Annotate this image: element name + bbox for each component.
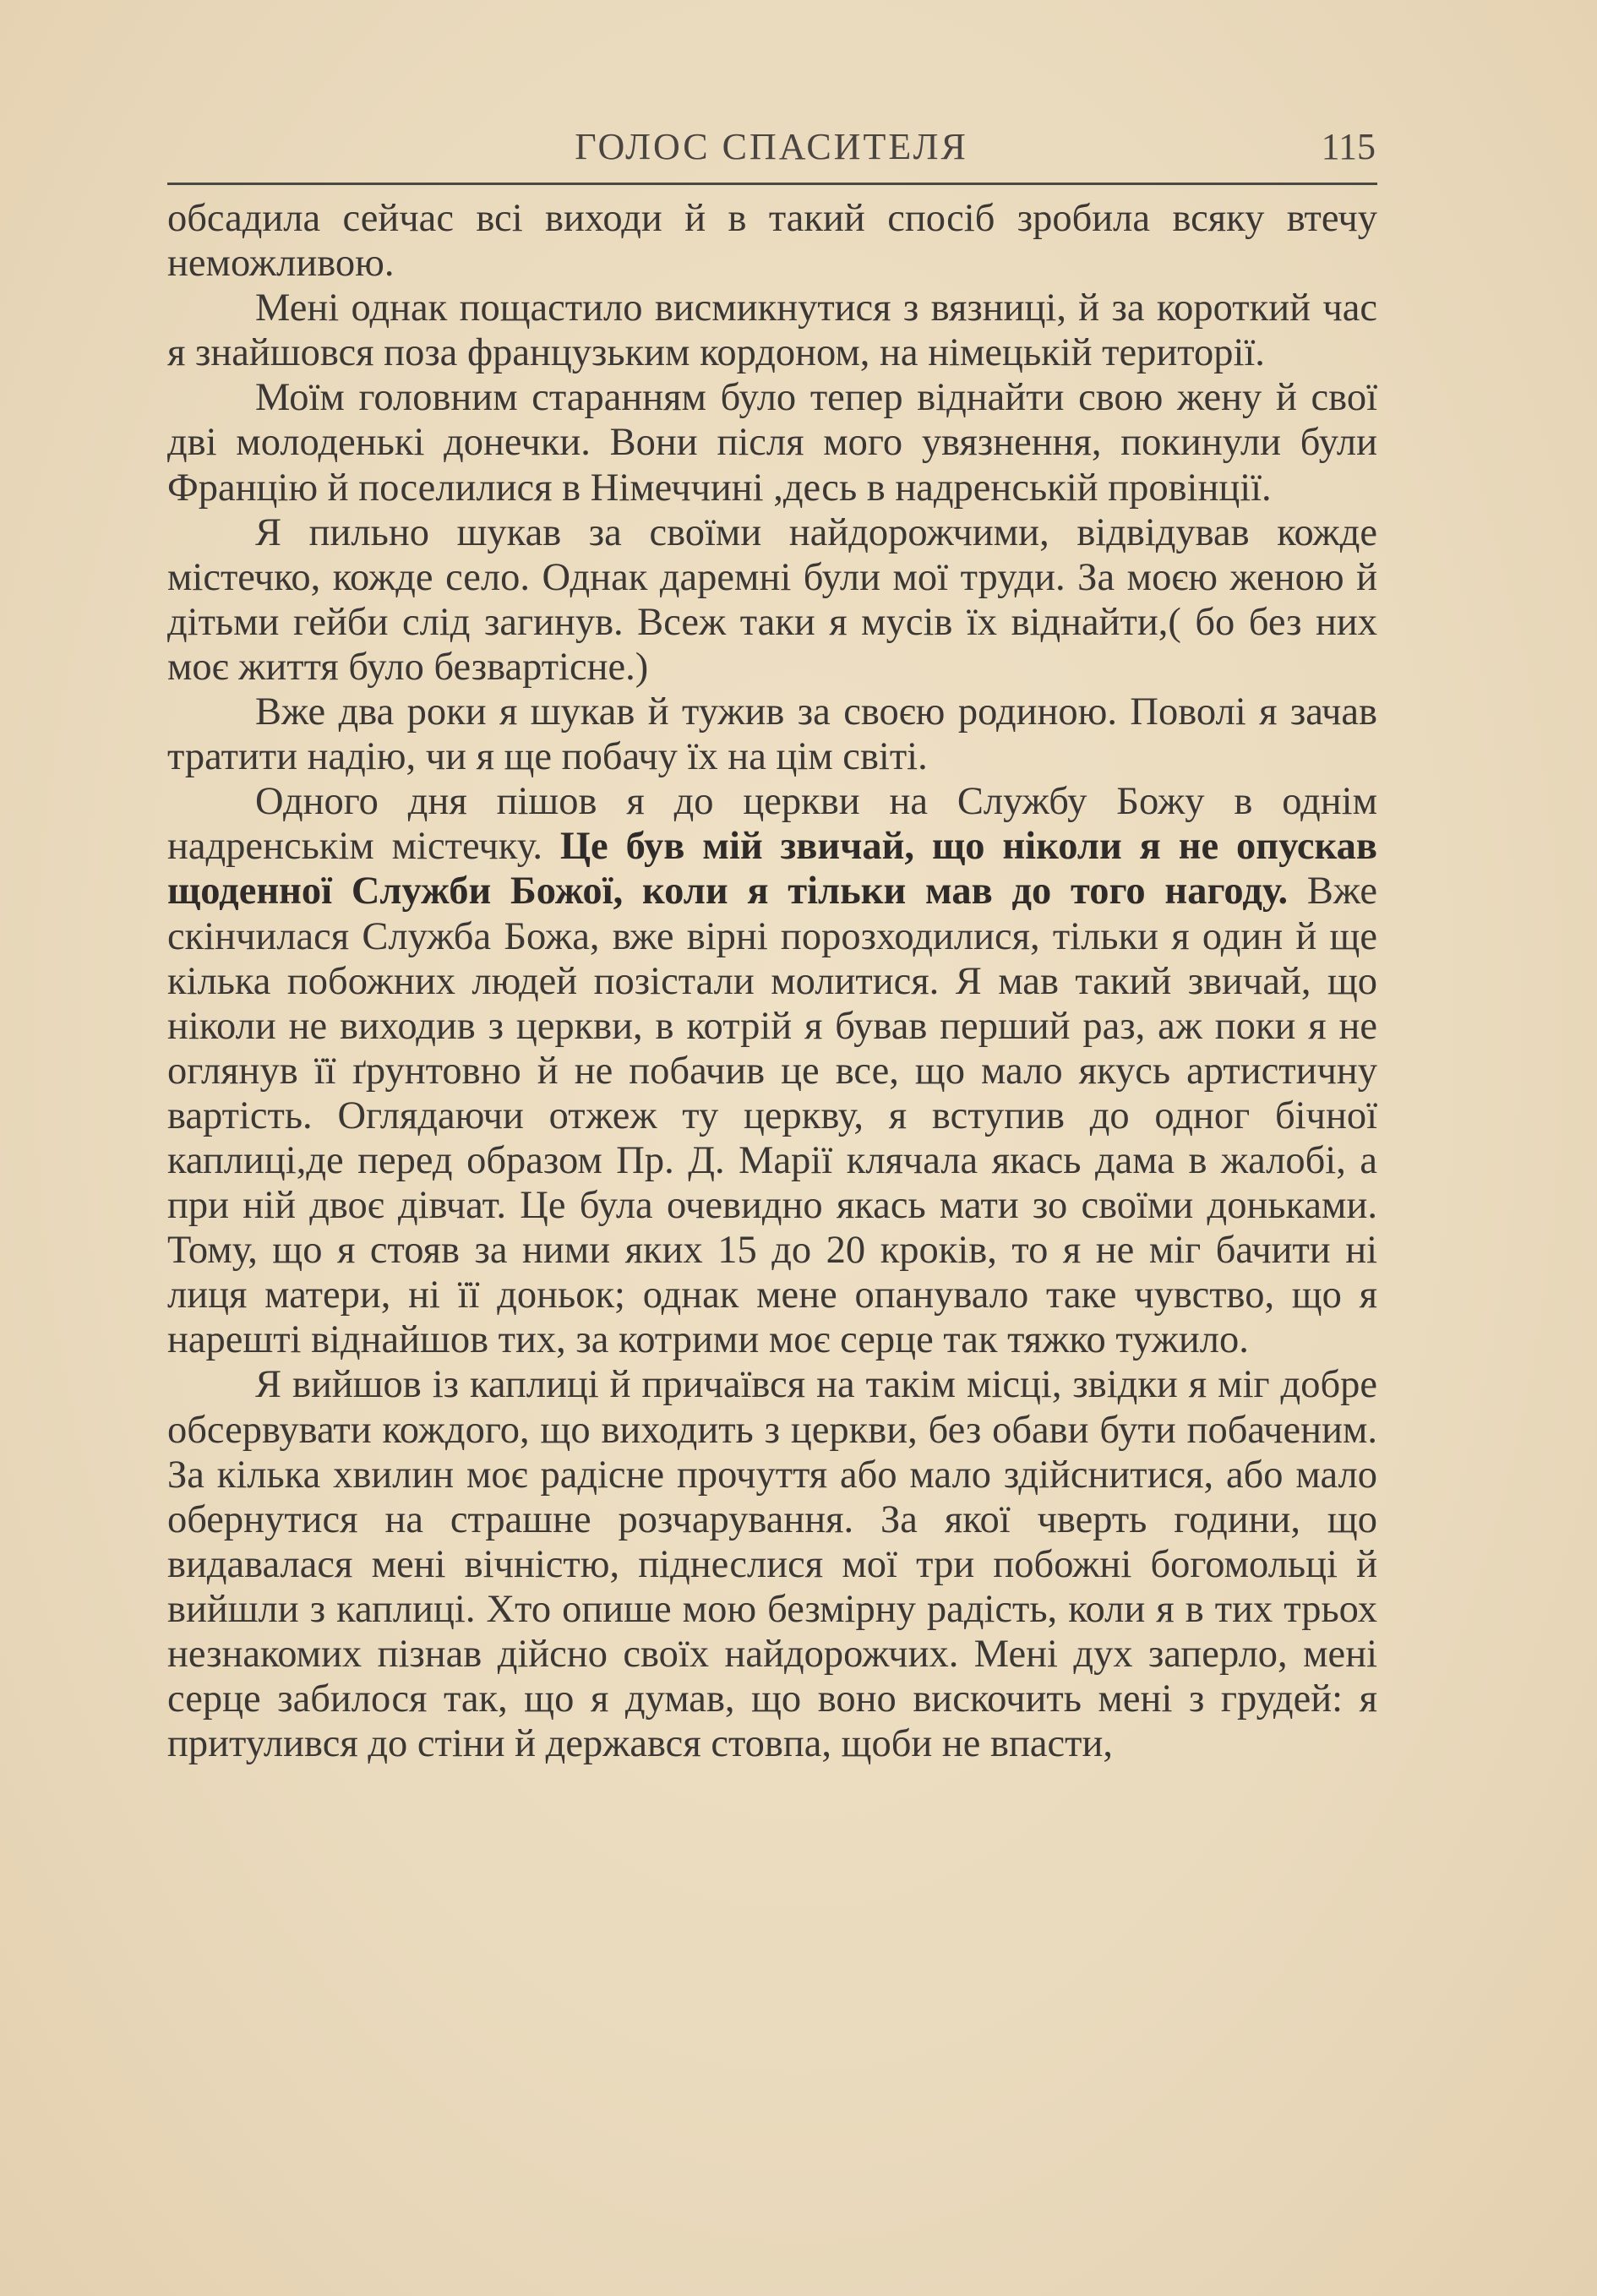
paragraph-4: Я пильно шукав за своїми найдорожчими, відвідував кожде містечко, кожде село. Однак даремні були мої труди. За моєю женою й дітьми гейби слід загинув. Всеж таки я мусів їх віднайти,( бо без них моє життя було безвартісне.) [167, 510, 1377, 689]
paragraph-2: Мені однак пощастило висмикнутися з вязниці, й за короткий час я знайшовся поза французьким кордоном, на німецькій території. [167, 286, 1377, 375]
paragraph-5: Вже два роки я шукав й тужив за своєю родиною. Поволі я зачав тратити надію, чи я ще побачу їх на цім світі. [167, 690, 1377, 779]
header-rule [167, 183, 1377, 185]
paragraph-6 [167, 779, 1377, 1362]
body-text [167, 196, 1377, 1766]
running-title: ГОЛОС СПАСИТЕЛЯ [575, 126, 968, 167]
paragraph-1: обсадила сейчас всі виходи й в такий спосіб зробила всяку втечу неможливою. [167, 197, 1377, 286]
page-header [167, 125, 1376, 184]
page-number: 115 [1321, 126, 1376, 167]
paragraph-6-continuation: Вже скінчилася Служба Божа, вже вірні порозходилися, тільки я один й ще кілька побожних людей позістали молитися. Я мав такий звичай, що ніколи не виходив з церкви, в котрій я бував перший раз, аж поки я не оглянув її ґрунтовно й не побачив це все, що мало якусь артистичну вартість. Оглядаючи отжеж ту церкву, я вступив до одног бічної каплиці,де перед образом Пр. Д. Марії клячала якась дама в жалобі, а при ній двоє дівчат. Це була очевидно якась мати зо своїми доньками. Тому, що я стояв за ними яких 15 до 20 кроків, то я не міг бачити ні лиця матери, ні її доньок; однак мене опанувало таке чувство, що я нарешті віднайшов тих, за котрими моє серце так тяжко тужило. [167, 870, 1377, 1362]
paragraph-6-emphasis: Це був мій звичай, що ніколи я не опускав щоденної Служби Божої, коли я тільки мав до того нагоду. [167, 825, 1377, 913]
paragraph-7: Я вийшов із каплиці й причаївся на такім місці, звідки я міг добре обсервувати кождого, що виходить з церкви, без обави бути побаченим. За кілька хвилин моє радісне прочуття або мало здійснитися, або мало обернутися на страшне розчарування. За якої чверть години, що видавалася мені вічністю, піднеслися мої три побожні богомольці й вийшли з каплиці. Хто опише мою безмірну радість, коли я в тих трьох незнакомих пізнав дійсно своїх найдорожчих. Мені дух заперло, мені серце забилося так, що я думав, що воно вискочить мені з грудей: я притулився до стіни й держався стовпа, щоби не впасти, [167, 1363, 1377, 1766]
paragraph-3: Моїм головним старанням було тепер віднайти свою жену й свої дві молоденькі донечки. Вони після мого увязнення, покинули були Францію й поселилися в Німеччині ,десь в надренській провінції. [167, 376, 1377, 510]
paragraph-6-intro: Одного дня пішов я до церкви на Службу Божу в однім надренськім містечку. [167, 780, 1377, 869]
